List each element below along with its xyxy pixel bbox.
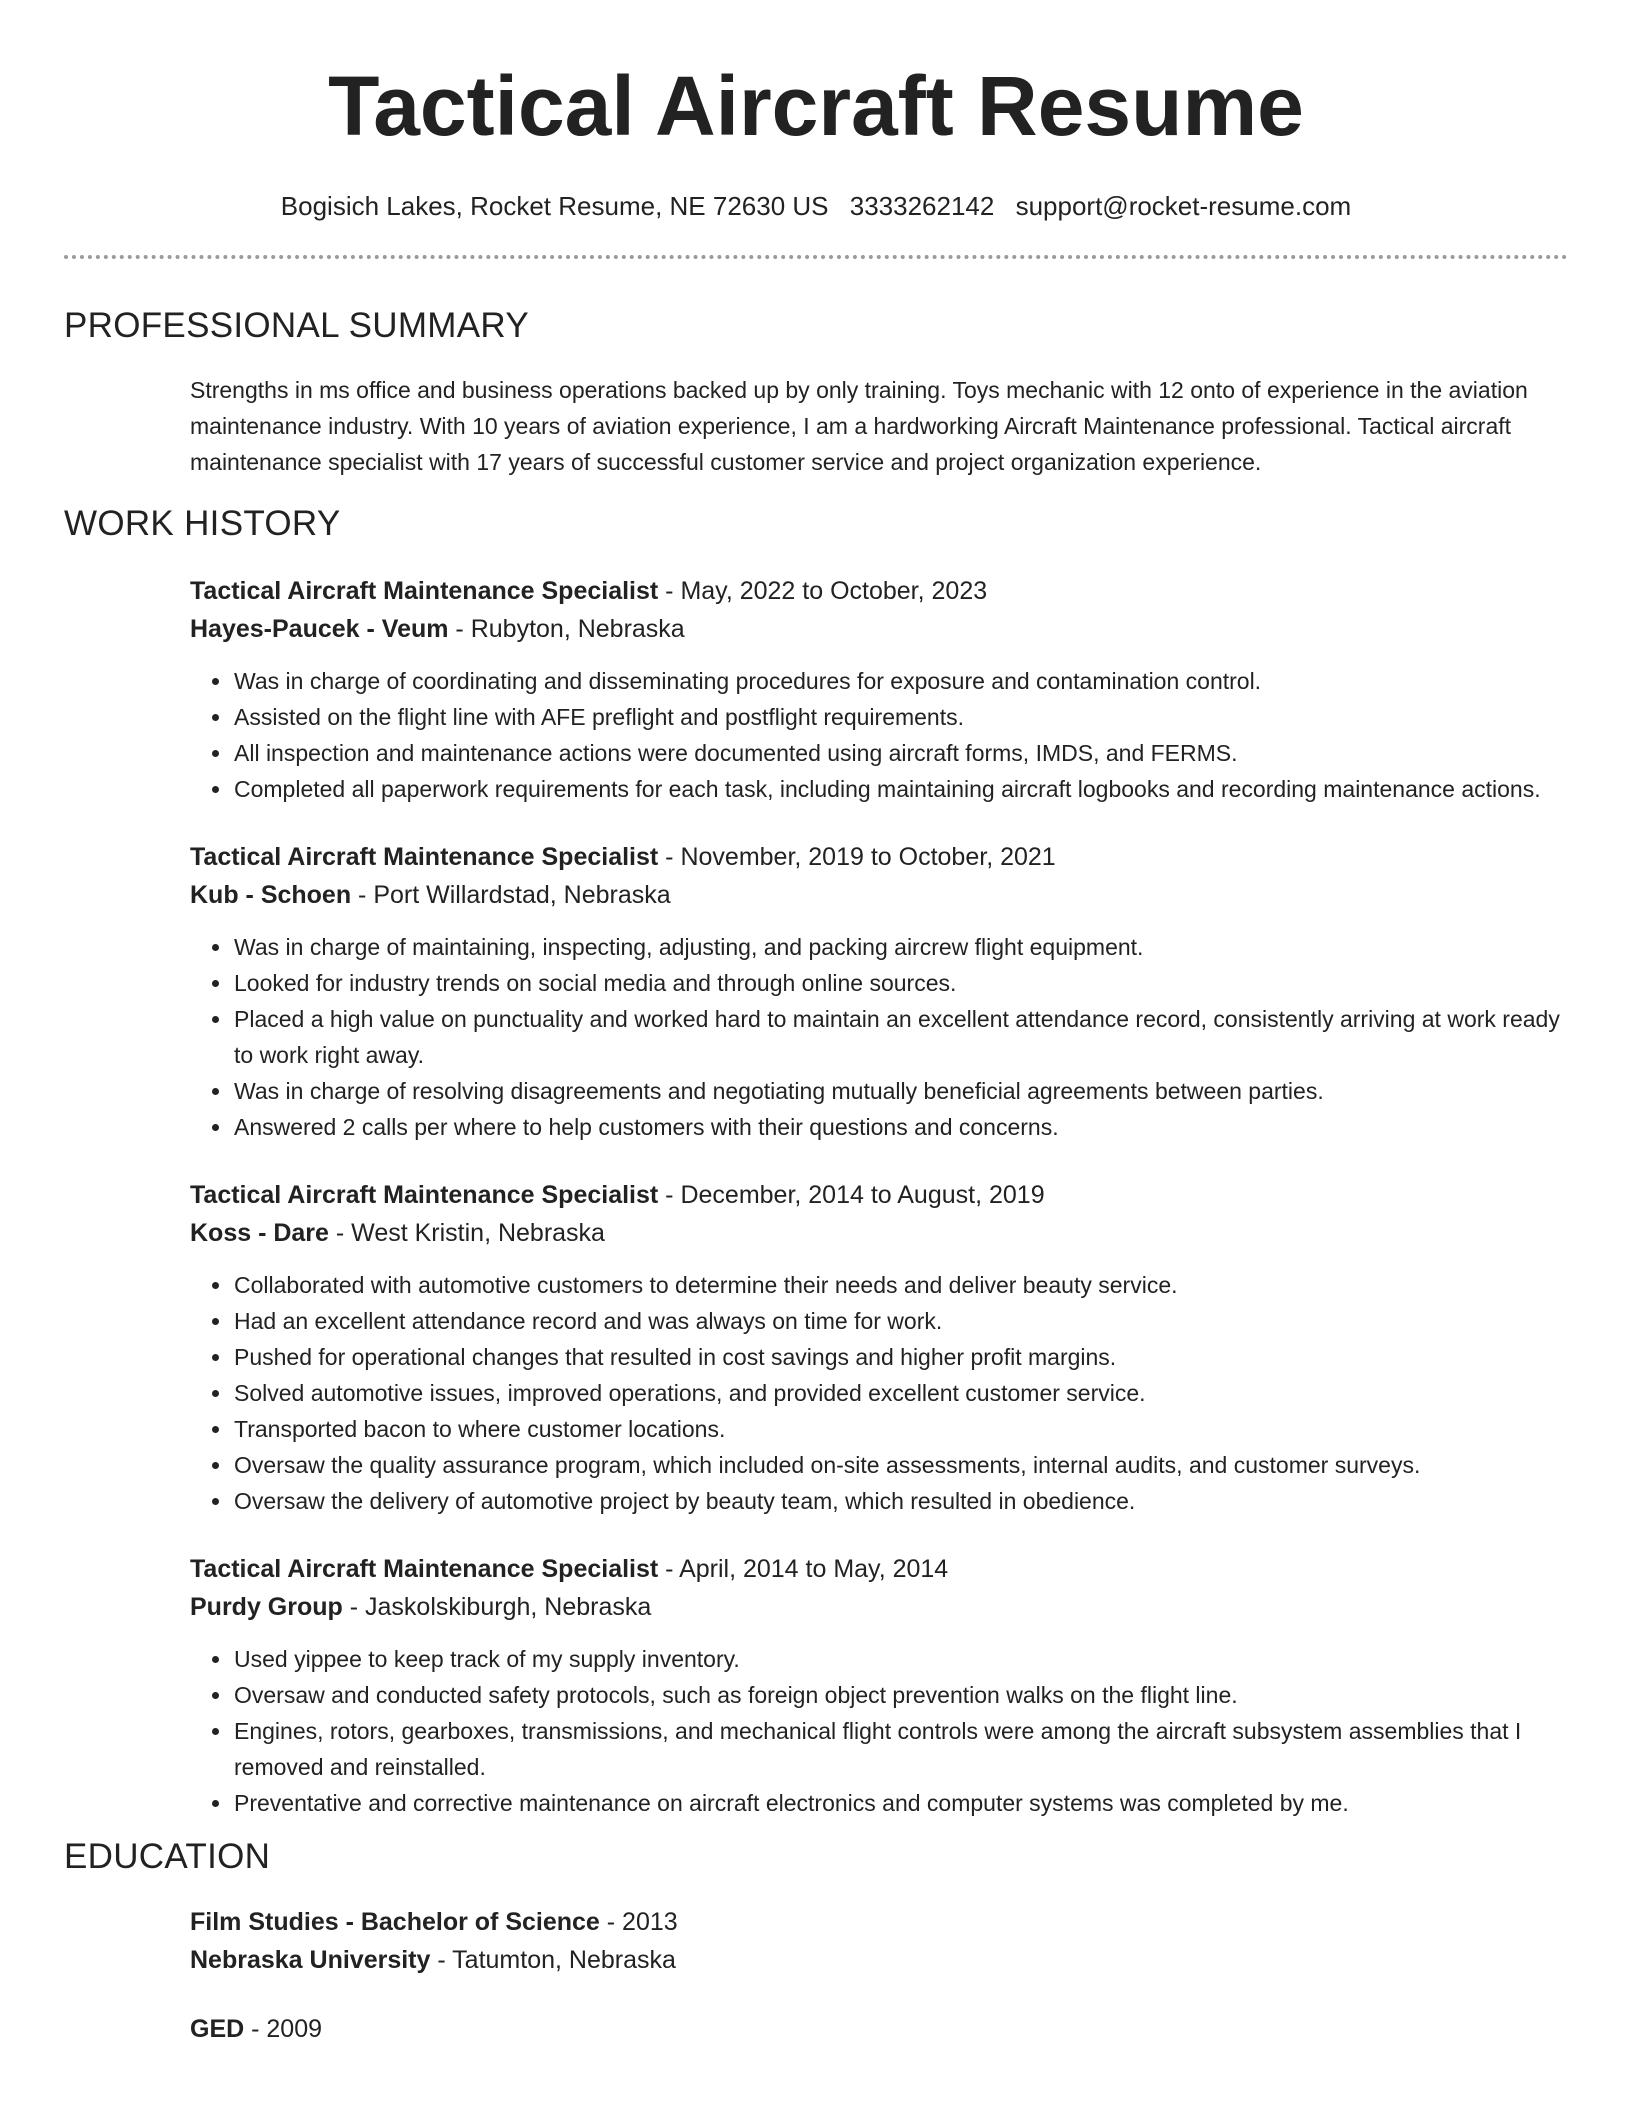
job-title-line	[190, 1176, 1568, 1214]
degree: GED	[190, 2015, 245, 2043]
job-bullet: • All inspection and maintenance actions were documented using aircraft forms, IMDS, and FERMS.	[233, 735, 1568, 771]
header-divider	[64, 255, 1568, 259]
job-dates: - November, 2019 to October, 2021	[658, 843, 1056, 871]
job-bullet: • Looked for industry trends on social media and through online sources.	[233, 965, 1568, 1001]
job-company-line	[190, 876, 1568, 914]
contact-email: support@rocket-resume.com	[1015, 191, 1352, 221]
job-bullet: • Preventative and corrective maintenance on aircraft electronics and computer systems was completed by me.	[233, 1785, 1568, 1821]
education-entry	[190, 2010, 1568, 2048]
school: Nebraska University	[190, 1946, 431, 1974]
job-bullet: • Collaborated with automotive customers to determine their needs and deliver beauty service.	[233, 1267, 1568, 1303]
job-bullets	[190, 1641, 1568, 1821]
job-company-line	[190, 1214, 1568, 1252]
job-bullet: • Oversaw the quality assurance program, which included on-site assessments, internal audits, and customer surveys.	[233, 1447, 1568, 1483]
job-bullet: • Completed all paperwork requirements for each task, including maintaining aircraft logbooks and recording maintenance actions.	[233, 771, 1568, 807]
job-bullet: • Was in charge of maintaining, inspecting, adjusting, and packing aircrew flight equipment.	[233, 929, 1568, 965]
job-company: Hayes-Paucek - Veum	[190, 615, 449, 643]
job-bullet: • Transported bacon to where customer locations.	[233, 1411, 1568, 1447]
contact-line	[64, 190, 1568, 222]
work-history-heading: WORK HISTORY	[64, 504, 341, 543]
degree-year: - 2013	[599, 1908, 678, 1936]
job-location: - Port Willardstad, Nebraska	[351, 881, 671, 909]
job-bullet: • Oversaw the delivery of automotive project by beauty team, which resulted in obedience.	[233, 1483, 1568, 1519]
job-location: - West Kristin, Nebraska	[328, 1219, 605, 1247]
resume-page	[64, 0, 1568, 2048]
job-company: Purdy Group	[190, 1593, 343, 1621]
job-location: - Jaskolskiburgh, Nebraska	[342, 1593, 652, 1621]
job-bullet: • Was in charge of resolving disagreements and negotiating mutually beneficial agreements between parties.	[233, 1073, 1568, 1109]
job-title: Tactical Aircraft Maintenance Specialist	[190, 843, 659, 871]
job-bullets	[190, 929, 1568, 1145]
job-bullet: • Oversaw and conducted safety protocols, such as foreign object prevention walks on the flight line.	[233, 1677, 1568, 1713]
job-company-line	[190, 1588, 1568, 1626]
summary-heading: PROFESSIONAL SUMMARY	[64, 306, 529, 345]
job-bullets	[190, 1267, 1568, 1519]
job-title: Tactical Aircraft Maintenance Specialist	[190, 577, 659, 605]
job-entry	[190, 1176, 1568, 1519]
job-bullet: • Used yippee to keep track of my supply inventory.	[233, 1641, 1568, 1677]
job-entry	[190, 1550, 1568, 1821]
job-bullet: • Assisted on the flight line with AFE preflight and postflight requirements.	[233, 699, 1568, 735]
job-entry	[190, 838, 1568, 1145]
job-company-line	[190, 610, 1568, 648]
contact-address: Bogisich Lakes, Rocket Resume, NE 72630 US	[280, 191, 829, 221]
job-bullet: • Engines, rotors, gearboxes, transmissions, and mechanical flight controls were among the aircraft subsystem assemblies that I removed and reinstalled.	[233, 1713, 1568, 1785]
summary-text: Strengths in ms office and business operations backed up by only training. Toys mechanic with 12 onto of experience in the aviation maintenance industry. With 10 years of aviation experience, I am a hardworking Aircraft Maintenance professional. Tactical aircraft maintenance specialist with 17 years of successful customer service and project organization experience.	[190, 377, 1528, 475]
job-company: Kub - Schoen	[190, 881, 352, 909]
degree-line	[190, 1903, 1568, 1941]
job-title-line	[190, 838, 1568, 876]
education-entry	[190, 1903, 1568, 1979]
job-dates: - December, 2014 to August, 2019	[658, 1181, 1045, 1209]
job-bullet: • Placed a high value on punctuality and worked hard to maintain an excellent attendance record, consistently arriving at work ready to work right away.	[233, 1001, 1568, 1073]
job-title-line	[190, 1550, 1568, 1588]
school-line	[190, 1941, 1568, 1979]
school-location: - Tatumton, Nebraska	[430, 1946, 676, 1974]
degree-line	[190, 2010, 1568, 2048]
job-title: Tactical Aircraft Maintenance Specialist	[190, 1181, 659, 1209]
job-bullets	[190, 663, 1568, 807]
job-bullet: • Was in charge of coordinating and disseminating procedures for exposure and contamination control.	[233, 663, 1568, 699]
job-title: Tactical Aircraft Maintenance Specialist	[190, 1555, 659, 1583]
job-bullet: • Answered 2 calls per where to help customers with their questions and concerns.	[233, 1109, 1568, 1145]
resume-name: Tactical Aircraft Resume	[328, 59, 1304, 153]
job-bullet: • Solved automotive issues, improved operations, and provided excellent customer service.	[233, 1375, 1568, 1411]
job-dates: - May, 2022 to October, 2023	[658, 577, 988, 605]
job-bullet: • Pushed for operational changes that resulted in cost savings and higher profit margins.	[233, 1339, 1568, 1375]
job-company: Koss - Dare	[190, 1219, 329, 1247]
contact-phone: 3333262142	[849, 191, 995, 221]
education-heading: EDUCATION	[64, 1837, 271, 1876]
job-location: - Rubyton, Nebraska	[448, 615, 685, 643]
job-title-line	[190, 572, 1568, 610]
degree: Film Studies - Bachelor of Science	[190, 1908, 600, 1936]
degree-year: - 2009	[244, 2015, 323, 2043]
job-bullet: • Had an excellent attendance record and was always on time for work.	[233, 1303, 1568, 1339]
job-dates: - April, 2014 to May, 2014	[658, 1555, 949, 1583]
job-entry	[190, 572, 1568, 807]
